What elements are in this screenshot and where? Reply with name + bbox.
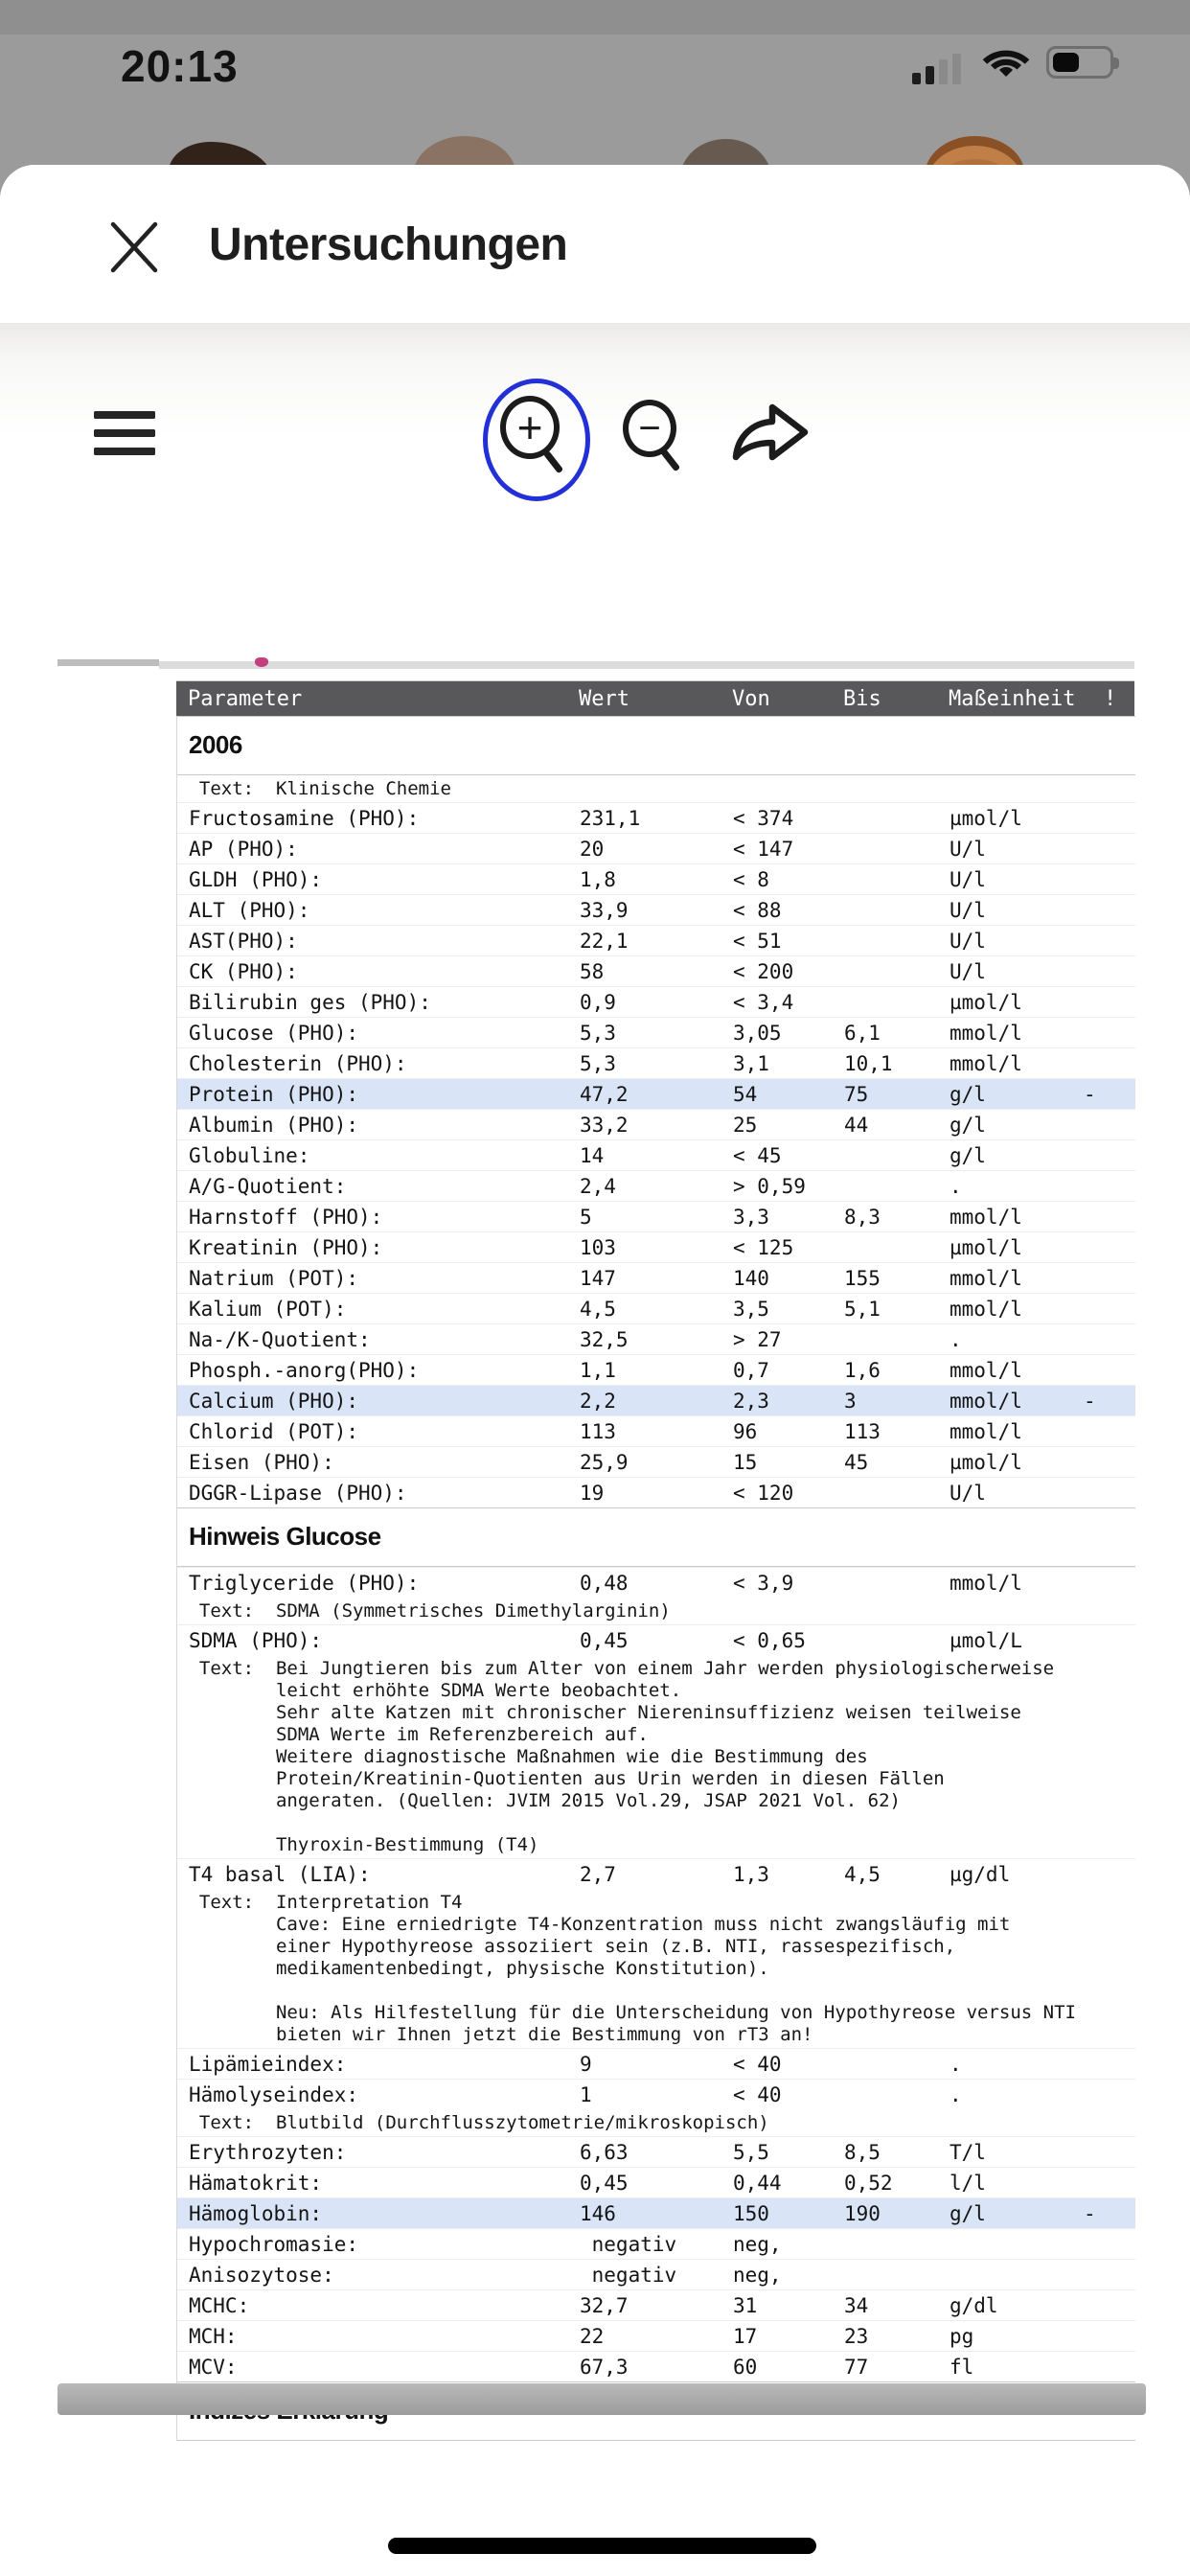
table-cell: U/l bbox=[950, 930, 986, 953]
table-cell: ALT (PHO): bbox=[189, 899, 310, 922]
table-row bbox=[177, 1415, 1135, 1446]
table-row bbox=[177, 2259, 1135, 2289]
table-row bbox=[177, 833, 1135, 863]
column-header: Maßeinheit bbox=[949, 687, 1076, 711]
text-note-row bbox=[177, 1889, 1135, 2048]
table-cell: mmol/l bbox=[950, 1359, 1022, 1382]
table-cell: 54 bbox=[733, 1083, 758, 1106]
table-cell: mmol/l bbox=[950, 1022, 1022, 1045]
table-cell: T4 basal (LIA): bbox=[189, 1863, 371, 1886]
text-note-row bbox=[177, 1655, 1135, 1858]
zoom-out-button[interactable]: − bbox=[621, 398, 696, 480]
table-cell: 155 bbox=[844, 1267, 881, 1290]
table-cell: neg, bbox=[733, 2264, 782, 2287]
battery-icon bbox=[1046, 46, 1113, 79]
table-cell: 31 bbox=[733, 2294, 758, 2317]
table-cell: µmol/l bbox=[950, 1451, 1022, 1474]
table-cell: Anisozytose: bbox=[189, 2264, 334, 2287]
table-row bbox=[177, 1446, 1135, 1477]
table-cell: Hypochromasie: bbox=[189, 2233, 359, 2256]
table-cell: Kalium (POT): bbox=[189, 1298, 347, 1321]
menu-button[interactable] bbox=[94, 411, 155, 457]
table-cell: 34 bbox=[844, 2294, 869, 2317]
table-cell: 23 bbox=[844, 2325, 869, 2348]
table-cell: 5,3 bbox=[580, 1052, 616, 1075]
table-cell: < 88 bbox=[733, 899, 782, 922]
table-row bbox=[177, 1323, 1135, 1354]
table-cell: 77 bbox=[844, 2356, 869, 2379]
previous-page-edge bbox=[159, 661, 1134, 669]
text-note-line: Protein/Kreatinin-Quotienten aus Urin werden in diesen Fällen bbox=[177, 1768, 945, 1789]
table-cell: 2,7 bbox=[580, 1863, 616, 1886]
text-note-line: Text: SDMA (Symmetrisches Dimethylarginin) bbox=[177, 1600, 671, 1622]
column-header: Parameter bbox=[188, 687, 303, 711]
table-cell: 5,3 bbox=[580, 1022, 616, 1045]
text-note-line bbox=[177, 1980, 1135, 2002]
sheet-header bbox=[0, 165, 1190, 323]
table-cell: 44 bbox=[844, 1114, 869, 1137]
table-cell: 190 bbox=[844, 2202, 881, 2225]
statusbar-background bbox=[0, 0, 1190, 34]
table-cell: mmol/l bbox=[950, 1298, 1022, 1321]
table-cell: 3,1 bbox=[733, 1052, 769, 1075]
table-cell: 1,3 bbox=[733, 1863, 769, 1886]
untersuchungen-modal-sheet bbox=[0, 165, 1190, 2576]
table-cell: 9 bbox=[580, 2053, 592, 2076]
table-cell: pg bbox=[950, 2325, 974, 2348]
table-cell: 5,1 bbox=[844, 1298, 881, 1321]
table-row bbox=[177, 1078, 1135, 1109]
table-cell: . bbox=[950, 2083, 962, 2106]
text-note-line: medikamentenbedingt, physische Konstitution). bbox=[177, 1958, 769, 1979]
table-row bbox=[177, 1624, 1135, 1655]
table-cell: mmol/l bbox=[950, 1390, 1022, 1413]
pdf-document-page[interactable] bbox=[0, 673, 1190, 2379]
table-row bbox=[177, 1017, 1135, 1047]
table-row bbox=[177, 2079, 1135, 2109]
table-cell: 0,45 bbox=[580, 1629, 629, 1652]
forward-arrow-icon bbox=[728, 398, 811, 465]
table-cell: mmol/l bbox=[950, 1206, 1022, 1229]
table-row bbox=[177, 1201, 1135, 1231]
table-cell: 4,5 bbox=[844, 1863, 881, 1886]
table-cell: 150 bbox=[733, 2202, 769, 2225]
table-cell: µg/dl bbox=[950, 1863, 1011, 1886]
table-cell: 19 bbox=[580, 1482, 605, 1505]
table-cell: - bbox=[1084, 1083, 1096, 1106]
table-cell: 47,2 bbox=[580, 1083, 629, 1106]
cellular-signal-icon bbox=[952, 54, 961, 84]
table-row bbox=[177, 1385, 1135, 1415]
table-cell: Albumin (PHO): bbox=[189, 1114, 359, 1137]
table-cell: 147 bbox=[580, 1267, 616, 1290]
previous-page-mark bbox=[255, 657, 268, 667]
table-cell: 15 bbox=[733, 1451, 758, 1474]
table-cell: < 45 bbox=[733, 1144, 782, 1167]
table-cell: < 147 bbox=[733, 838, 794, 861]
table-cell: 25,9 bbox=[580, 1451, 629, 1474]
table-cell: 22 bbox=[580, 2325, 605, 2348]
table-cell: Na-/K-Quotient: bbox=[189, 1328, 371, 1351]
table-cell: Fructosamine (PHO): bbox=[189, 807, 420, 830]
battery-level bbox=[1053, 53, 1079, 72]
table-cell: 8,5 bbox=[844, 2141, 881, 2164]
text-note-line: Text: Interpretation T4 bbox=[177, 1892, 463, 1913]
text-note-line: SDMA Werte im Referenzbereich auf. bbox=[177, 1724, 649, 1745]
table-row bbox=[177, 1858, 1135, 1889]
table-cell: mmol/l bbox=[950, 1267, 1022, 1290]
table-row bbox=[177, 2228, 1135, 2259]
battery-cap bbox=[1113, 58, 1119, 69]
text-note-row bbox=[177, 775, 1135, 802]
table-cell: 22,1 bbox=[580, 930, 629, 953]
table-row bbox=[177, 1354, 1135, 1385]
table-cell: 3 bbox=[844, 1390, 857, 1413]
table-cell: 113 bbox=[844, 1420, 881, 1443]
column-header: ! bbox=[1104, 687, 1117, 711]
table-cell: neg, bbox=[733, 2233, 782, 2256]
table-cell: 58 bbox=[580, 960, 605, 983]
text-note-line: Text: Bei Jungtieren bis zum Alter von einem Jahr werden physiologischerweise bbox=[177, 1658, 1055, 1679]
table-cell: mmol/l bbox=[950, 1420, 1022, 1443]
page-title: Untersuchungen bbox=[209, 219, 568, 270]
table-cell: 32,5 bbox=[580, 1328, 629, 1351]
horizontal-scrollbar[interactable] bbox=[57, 2383, 1146, 2415]
table-cell: µmol/l bbox=[950, 1236, 1022, 1259]
table-cell: MCHC: bbox=[189, 2294, 250, 2317]
text-note-row bbox=[177, 2109, 1135, 2136]
table-cell: 20 bbox=[580, 838, 605, 861]
table-cell: U/l bbox=[950, 868, 986, 891]
table-cell: 140 bbox=[733, 1267, 769, 1290]
table-cell: < 3,9 bbox=[733, 1572, 794, 1595]
table-cell: < 40 bbox=[733, 2053, 782, 2076]
table-cell: negativ bbox=[580, 2233, 677, 2256]
text-note-line: Text: Blutbild (Durchflusszytometrie/mikroskopisch) bbox=[177, 2112, 769, 2133]
table-row bbox=[177, 2320, 1135, 2351]
table-cell: 6,1 bbox=[844, 1022, 881, 1045]
table-cell: µmol/L bbox=[950, 1629, 1022, 1652]
table-cell: 96 bbox=[733, 1420, 758, 1443]
table-cell: 5 bbox=[580, 1206, 592, 1229]
table-cell: 0,48 bbox=[580, 1572, 629, 1595]
table-cell: SDMA (PHO): bbox=[189, 1629, 323, 1652]
table-cell: 1,1 bbox=[580, 1359, 616, 1382]
previous-page-edge bbox=[57, 659, 159, 666]
table-cell: 45 bbox=[844, 1451, 869, 1474]
text-note-line bbox=[177, 1812, 1135, 1834]
table-cell: Protein (PHO): bbox=[189, 1083, 359, 1106]
status-icons bbox=[912, 44, 1142, 90]
table-cell: Calcium (PHO): bbox=[189, 1390, 359, 1413]
table-cell: < 8 bbox=[733, 868, 769, 891]
table-cell: 3,5 bbox=[733, 1298, 769, 1321]
table-body bbox=[176, 716, 1134, 2441]
table-row bbox=[177, 955, 1135, 986]
table-row bbox=[177, 802, 1135, 833]
table-cell: 1 bbox=[580, 2083, 592, 2106]
table-cell: 0,44 bbox=[733, 2172, 782, 2195]
table-cell: < 51 bbox=[733, 930, 782, 953]
table-cell: 1,6 bbox=[844, 1359, 881, 1382]
cellular-signal-icon bbox=[926, 66, 934, 84]
table-cell: 6,63 bbox=[580, 2141, 629, 2164]
text-note-line: Thyroxin-Bestimmung (T4) bbox=[177, 1834, 539, 1855]
table-cell: 67,3 bbox=[580, 2356, 629, 2379]
table-cell: 146 bbox=[580, 2202, 616, 2225]
section-heading-row bbox=[177, 716, 1135, 775]
table-cell: 103 bbox=[580, 1236, 616, 1259]
table-row bbox=[177, 894, 1135, 925]
table-row bbox=[177, 2167, 1135, 2197]
table-cell: 60 bbox=[733, 2356, 758, 2379]
table-cell: U/l bbox=[950, 960, 986, 983]
table-cell: 113 bbox=[580, 1420, 616, 1443]
share-button[interactable] bbox=[728, 398, 811, 465]
text-note-line: Cave: Eine erniedrigte T4-Konzentration muss nicht zwangsläufig mit bbox=[177, 1914, 1011, 1935]
table-cell: 32,7 bbox=[580, 2294, 629, 2317]
table-cell: 0,9 bbox=[580, 991, 616, 1014]
table-row bbox=[177, 2136, 1135, 2167]
table-cell: 75 bbox=[844, 1083, 869, 1106]
table-cell: g/l bbox=[950, 2202, 986, 2225]
table-cell: 231,1 bbox=[580, 807, 641, 830]
table-cell: T/l bbox=[950, 2141, 986, 2164]
table-cell: . bbox=[950, 1175, 962, 1198]
table-row bbox=[177, 986, 1135, 1017]
table-cell: 17 bbox=[733, 2325, 758, 2348]
table-cell: U/l bbox=[950, 838, 986, 861]
table-cell: < 374 bbox=[733, 807, 794, 830]
lab-results-table bbox=[176, 680, 1134, 2441]
table-row bbox=[177, 1047, 1135, 1078]
table-cell: > 27 bbox=[733, 1328, 782, 1351]
table-cell: U/l bbox=[950, 1482, 986, 1505]
section-heading: 2006 bbox=[189, 730, 242, 759]
table-cell: Hämoglobin: bbox=[189, 2202, 323, 2225]
text-note-line: bieten wir Ihnen jetzt die Bestimmung von rT3 an! bbox=[177, 2024, 813, 2045]
table-cell: 3,05 bbox=[733, 1022, 782, 1045]
table-row bbox=[177, 1262, 1135, 1293]
table-cell: 33,9 bbox=[580, 899, 629, 922]
table-cell: Globuline: bbox=[189, 1144, 310, 1167]
table-cell: < 0,65 bbox=[733, 1629, 806, 1652]
table-cell: 4,5 bbox=[580, 1298, 616, 1321]
table-cell: . bbox=[950, 2053, 962, 2076]
table-row bbox=[177, 1170, 1135, 1201]
table-cell: 1,8 bbox=[580, 868, 616, 891]
table-cell: < 3,4 bbox=[733, 991, 794, 1014]
table-cell: g/dl bbox=[950, 2294, 998, 2317]
table-cell: Bilirubin ges (PHO): bbox=[189, 991, 431, 1014]
table-cell: 0,7 bbox=[733, 1359, 769, 1382]
table-cell: AP (PHO): bbox=[189, 838, 298, 861]
column-header: Bis bbox=[843, 687, 881, 711]
table-cell: µmol/l bbox=[950, 991, 1022, 1014]
table-cell: < 125 bbox=[733, 1236, 794, 1259]
table-row bbox=[177, 1293, 1135, 1323]
table-row bbox=[177, 1139, 1135, 1170]
table-cell: Cholesterin (PHO): bbox=[189, 1052, 407, 1075]
text-note-line: Weitere diagnostische Maßnahmen wie die Bestimmung des bbox=[177, 1746, 868, 1767]
table-cell: 2,2 bbox=[580, 1390, 616, 1413]
table-cell: g/l bbox=[950, 1144, 986, 1167]
table-cell: 25 bbox=[733, 1114, 758, 1137]
table-cell: Lipämieindex: bbox=[189, 2053, 347, 2076]
text-note-line: einer Hypothyreose assoziiert sein (z.B. NTI, rassespezifisch, bbox=[177, 1936, 956, 1957]
table-cell: 2,4 bbox=[580, 1175, 616, 1198]
sheet-content bbox=[0, 323, 1190, 2576]
table-cell: - bbox=[1084, 1390, 1096, 1413]
zoom-in-button[interactable]: + bbox=[498, 394, 573, 476]
table-cell: GLDH (PHO): bbox=[189, 868, 323, 891]
table-cell: 8,3 bbox=[844, 1206, 881, 1229]
column-header: Von bbox=[732, 687, 770, 711]
table-row bbox=[177, 1567, 1135, 1598]
table-cell: > 0,59 bbox=[733, 1175, 806, 1198]
table-cell: DGGR-Lipase (PHO): bbox=[189, 1482, 407, 1505]
table-row bbox=[177, 1109, 1135, 1139]
cellular-signal-icon bbox=[939, 59, 948, 84]
table-cell: 3,3 bbox=[733, 1206, 769, 1229]
cellular-signal-icon bbox=[912, 73, 921, 84]
table-cell: mmol/l bbox=[950, 1052, 1022, 1075]
table-cell: MCV: bbox=[189, 2356, 238, 2379]
table-cell: Phosph.-anorg(PHO): bbox=[189, 1359, 420, 1382]
table-cell: g/l bbox=[950, 1114, 986, 1137]
table-cell: Triglyceride (PHO): bbox=[189, 1572, 420, 1595]
table-cell: g/l bbox=[950, 1083, 986, 1106]
table-cell: 10,1 bbox=[844, 1052, 893, 1075]
table-cell: 5,5 bbox=[733, 2141, 769, 2164]
table-cell: < 120 bbox=[733, 1482, 794, 1505]
table-header-row bbox=[176, 680, 1134, 716]
table-row bbox=[177, 2289, 1135, 2320]
table-row bbox=[177, 863, 1135, 894]
table-cell: Natrium (POT): bbox=[189, 1267, 359, 1290]
section-heading-row bbox=[177, 1507, 1135, 1567]
table-row bbox=[177, 2351, 1135, 2381]
table-cell: Erythrozyten: bbox=[189, 2141, 347, 2164]
text-note-line: Text: Klinische Chemie bbox=[177, 778, 451, 799]
text-note-line: leicht erhöhte SDMA Werte beobachtet. bbox=[177, 1680, 682, 1701]
table-row bbox=[177, 1231, 1135, 1262]
table-cell: Hämatokrit: bbox=[189, 2172, 323, 2195]
table-cell: . bbox=[950, 1328, 962, 1351]
wifi-icon bbox=[981, 44, 1031, 87]
table-cell: A/G-Quotient: bbox=[189, 1175, 347, 1198]
table-cell: Harnstoff (PHO): bbox=[189, 1206, 383, 1229]
text-note-row bbox=[177, 1598, 1135, 1624]
text-note-line: Sehr alte Katzen mit chronischer Niereninsuffizienz weisen teilweise bbox=[177, 1702, 1021, 1723]
table-cell: 0,52 bbox=[844, 2172, 893, 2195]
pdf-toolbar bbox=[0, 323, 1190, 495]
text-note-line: Neu: Als Hilfestellung für die Unterscheidung von Hypothyreose versus NTI bbox=[177, 2002, 1076, 2023]
table-cell: 14 bbox=[580, 1144, 605, 1167]
section-heading: Hinweis Glucose bbox=[189, 1522, 381, 1551]
table-cell: 0,45 bbox=[580, 2172, 629, 2195]
table-cell: < 200 bbox=[733, 960, 794, 983]
table-cell: MCH: bbox=[189, 2325, 238, 2348]
table-row bbox=[177, 925, 1135, 955]
table-cell: CK (PHO): bbox=[189, 960, 298, 983]
table-row bbox=[177, 2048, 1135, 2079]
close-button[interactable] bbox=[107, 218, 161, 276]
table-cell: Glucose (PHO): bbox=[189, 1022, 359, 1045]
table-cell: Kreatinin (PHO): bbox=[189, 1236, 383, 1259]
column-header: Wert bbox=[579, 687, 629, 711]
home-indicator[interactable] bbox=[388, 2538, 816, 2554]
table-row bbox=[177, 1477, 1135, 1507]
table-cell: fl bbox=[950, 2356, 974, 2379]
table-cell: negativ bbox=[580, 2264, 677, 2287]
table-cell: Eisen (PHO): bbox=[189, 1451, 334, 1474]
table-row bbox=[177, 2197, 1135, 2228]
table-cell: 33,2 bbox=[580, 1114, 629, 1137]
table-cell: U/l bbox=[950, 899, 986, 922]
table-cell: 2,3 bbox=[733, 1390, 769, 1413]
table-cell: Chlorid (POT): bbox=[189, 1420, 359, 1443]
text-note-line: angeraten. (Quellen: JVIM 2015 Vol.29, JSAP 2021 Vol. 62) bbox=[177, 1790, 901, 1811]
status-time: 20:13 bbox=[121, 41, 239, 91]
table-cell: AST(PHO): bbox=[189, 930, 298, 953]
table-cell: l/l bbox=[950, 2172, 986, 2195]
table-cell: Hämolyseindex: bbox=[189, 2083, 359, 2106]
table-cell: mmol/l bbox=[950, 1572, 1022, 1595]
table-cell: - bbox=[1084, 2202, 1096, 2225]
table-cell: µmol/l bbox=[950, 807, 1022, 830]
table-cell: < 40 bbox=[733, 2083, 782, 2106]
